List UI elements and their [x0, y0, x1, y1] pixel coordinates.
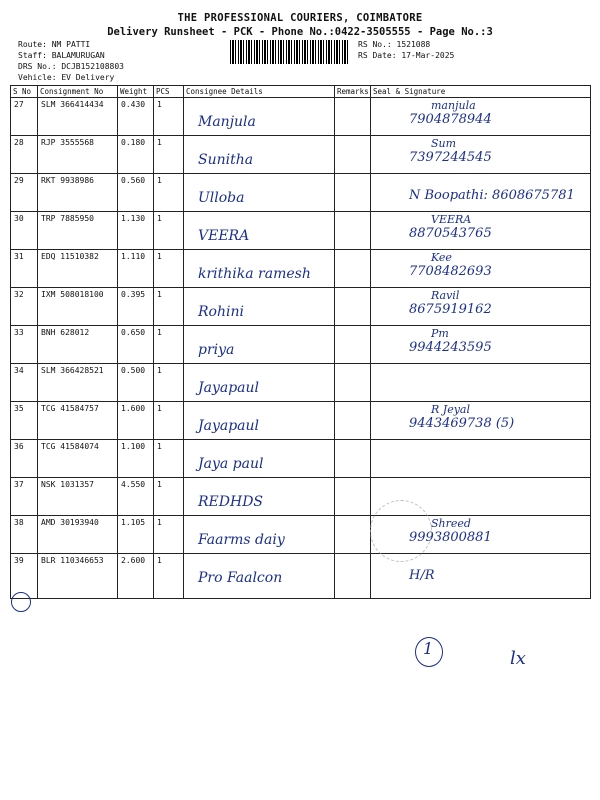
table-row [11, 364, 591, 402]
remarks [335, 554, 371, 599]
remarks [335, 250, 371, 288]
consignee-name: Jayapaul [198, 380, 260, 396]
route: Route: NM PATTI [18, 40, 91, 49]
weight: 0.180 [118, 136, 154, 174]
consignee-name: Pro Faalcon [198, 570, 283, 586]
receiver-phone: 8675919162 [409, 302, 492, 317]
remarks [335, 288, 371, 326]
consignee-name: Sunitha [198, 152, 254, 168]
table-row [11, 288, 591, 326]
remarks [335, 136, 371, 174]
signature: Sum [431, 137, 457, 150]
drs-no: DRS No.: DCJB152108803 [18, 62, 124, 71]
signature-cell [371, 326, 591, 364]
table-row [11, 516, 591, 554]
table-row [11, 326, 591, 364]
signature: VEERA [431, 213, 472, 226]
s-no: 36 [11, 440, 38, 478]
weight: 0.395 [118, 288, 154, 326]
route-info [18, 39, 124, 83]
signature: Ravil [431, 289, 460, 302]
consignment-no: TCG 41584757 [38, 402, 118, 440]
signature: manjula [431, 99, 476, 112]
consignee-cell [184, 136, 335, 174]
pcs: 1 [154, 250, 184, 288]
consignee-name: priya [198, 342, 235, 358]
receiver-phone: 8870543765 [409, 226, 492, 241]
s-no: 33 [11, 326, 38, 364]
receiver-phone: 9443469738 (5) [409, 416, 515, 431]
signature-cell [371, 288, 591, 326]
consignment-no: AMD 30193940 [38, 516, 118, 554]
remarks [335, 364, 371, 402]
consignee-name: Manjula [198, 114, 256, 130]
signature-cell [371, 250, 591, 288]
pcs: 1 [154, 364, 184, 402]
table-header [11, 86, 591, 98]
s-no: 30 [11, 212, 38, 250]
consignment-no: RKT 9938986 [38, 174, 118, 212]
signature-cell [371, 98, 591, 136]
consignment-no: TRP 7885950 [38, 212, 118, 250]
col-remarks: Remarks [335, 86, 371, 98]
footer-mark-2: lx [510, 648, 526, 669]
consignee-cell [184, 326, 335, 364]
barcode [230, 40, 350, 64]
receiver-phone: H/R [409, 568, 435, 583]
table-row [11, 136, 591, 174]
row-39-circle [11, 592, 31, 612]
weight: 0.430 [118, 98, 154, 136]
consignee-name: Ulloba [198, 190, 245, 206]
col-consignment: Consignment No [38, 86, 118, 98]
remarks [335, 440, 371, 478]
s-no: 28 [11, 136, 38, 174]
runsheet-title: THE PROFESSIONAL COURIERS, COIMBATORE [177, 12, 423, 24]
consignee-name: Jaya paul [198, 456, 264, 472]
consignee-name: krithika ramesh [198, 266, 311, 282]
consignment-no: IXM 508018100 [38, 288, 118, 326]
s-no: 35 [11, 402, 38, 440]
receiver-phone: 7708482693 [409, 264, 492, 279]
signature: Pm [431, 327, 449, 340]
runsheet-table [10, 85, 591, 599]
col-pcs: PCS [154, 86, 184, 98]
s-no: 32 [11, 288, 38, 326]
signature-cell [371, 212, 591, 250]
consignee-cell [184, 364, 335, 402]
pcs: 1 [154, 554, 184, 599]
pcs: 1 [154, 440, 184, 478]
consignment-no: SLM 366414434 [38, 98, 118, 136]
consignee-name: Rohini [198, 304, 244, 320]
footer-mark-1: 1 [423, 639, 434, 658]
consignee-cell [184, 288, 335, 326]
consignee-cell [184, 212, 335, 250]
s-no: 31 [11, 250, 38, 288]
s-no: 29 [11, 174, 38, 212]
s-no: 27 [11, 98, 38, 136]
consignee-name: Faarms daiy [198, 532, 285, 548]
weight: 1.105 [118, 516, 154, 554]
vehicle: Vehicle: EV Delivery [18, 73, 115, 82]
s-no: 34 [11, 364, 38, 402]
signature: Kee [431, 251, 452, 264]
table-row [11, 250, 591, 288]
table-row [11, 554, 591, 599]
consignment-no: EDQ 11510382 [38, 250, 118, 288]
signature-cell [371, 440, 591, 478]
consignee-cell [184, 250, 335, 288]
weight: 1.130 [118, 212, 154, 250]
seal-stamp [370, 500, 432, 562]
consignee-cell [184, 98, 335, 136]
remarks [335, 478, 371, 516]
consignee-name: Jayapaul [198, 418, 260, 434]
table-row [11, 98, 591, 136]
weight: 2.600 [118, 554, 154, 599]
signature-cell [371, 364, 591, 402]
receiver-phone: 7904878944 [409, 112, 492, 127]
receiver-phone: 9993800881 [409, 530, 492, 545]
col-consignee: Consignee Details [184, 86, 335, 98]
s-no: 37 [11, 478, 38, 516]
table-row [11, 402, 591, 440]
weight: 0.650 [118, 326, 154, 364]
weight: 4.550 [118, 478, 154, 516]
rs-info [358, 39, 454, 61]
pcs: 1 [154, 136, 184, 174]
pcs: 1 [154, 402, 184, 440]
rs-no: RS No.: 1521088 [358, 40, 431, 49]
pcs: 1 [154, 98, 184, 136]
runsheet-subtitle: Delivery Runsheet - PCK - Phone No.:0422-3505555 - Page No.:3 [107, 26, 493, 38]
col-weight: Weight [118, 86, 154, 98]
receiver-phone: 9944243595 [409, 340, 492, 355]
pcs: 1 [154, 516, 184, 554]
consignment-no: BNH 628012 [38, 326, 118, 364]
consignment-no: TCG 41584074 [38, 440, 118, 478]
receiver-phone: 7397244545 [409, 150, 492, 165]
staff: Staff: BALAMURUGAN [18, 51, 105, 60]
consignee-name: VEERA [198, 228, 250, 244]
remarks [335, 402, 371, 440]
consignment-no: BLR 110346653 [38, 554, 118, 599]
rs-date: RS Date: 17-Mar-2025 [358, 51, 455, 60]
receiver-phone: N Boopathi: 8608675781 [409, 188, 575, 203]
table-row [11, 440, 591, 478]
table-row [11, 212, 591, 250]
pcs: 1 [154, 174, 184, 212]
consignment-no: RJP 3555568 [38, 136, 118, 174]
table-row [11, 174, 591, 212]
col-signature: Seal & Signature [371, 86, 591, 98]
signature: R Jeyal [431, 403, 470, 416]
consignment-no: NSK 1031357 [38, 478, 118, 516]
consignee-cell [184, 402, 335, 440]
remarks [335, 326, 371, 364]
table-row [11, 478, 591, 516]
signature-cell [371, 136, 591, 174]
consignee-cell [184, 440, 335, 478]
pcs: 1 [154, 212, 184, 250]
remarks [335, 516, 371, 554]
weight: 1.600 [118, 402, 154, 440]
consignee-cell [184, 516, 335, 554]
consignee-cell [184, 554, 335, 599]
remarks [335, 174, 371, 212]
consignee-cell [184, 174, 335, 212]
signature-cell [371, 174, 591, 212]
pcs: 1 [154, 478, 184, 516]
weight: 0.500 [118, 364, 154, 402]
pcs: 1 [154, 326, 184, 364]
weight: 1.100 [118, 440, 154, 478]
signature-cell [371, 402, 591, 440]
s-no: 39 [11, 554, 38, 599]
weight: 0.560 [118, 174, 154, 212]
remarks [335, 212, 371, 250]
remarks [335, 98, 371, 136]
weight: 1.110 [118, 250, 154, 288]
col-sno: S No [11, 86, 38, 98]
pcs: 1 [154, 288, 184, 326]
signature: Shreed [431, 517, 471, 530]
consignment-no: SLM 366428521 [38, 364, 118, 402]
consignee-cell [184, 478, 335, 516]
s-no: 38 [11, 516, 38, 554]
consignee-name: REDHDS [198, 494, 264, 510]
